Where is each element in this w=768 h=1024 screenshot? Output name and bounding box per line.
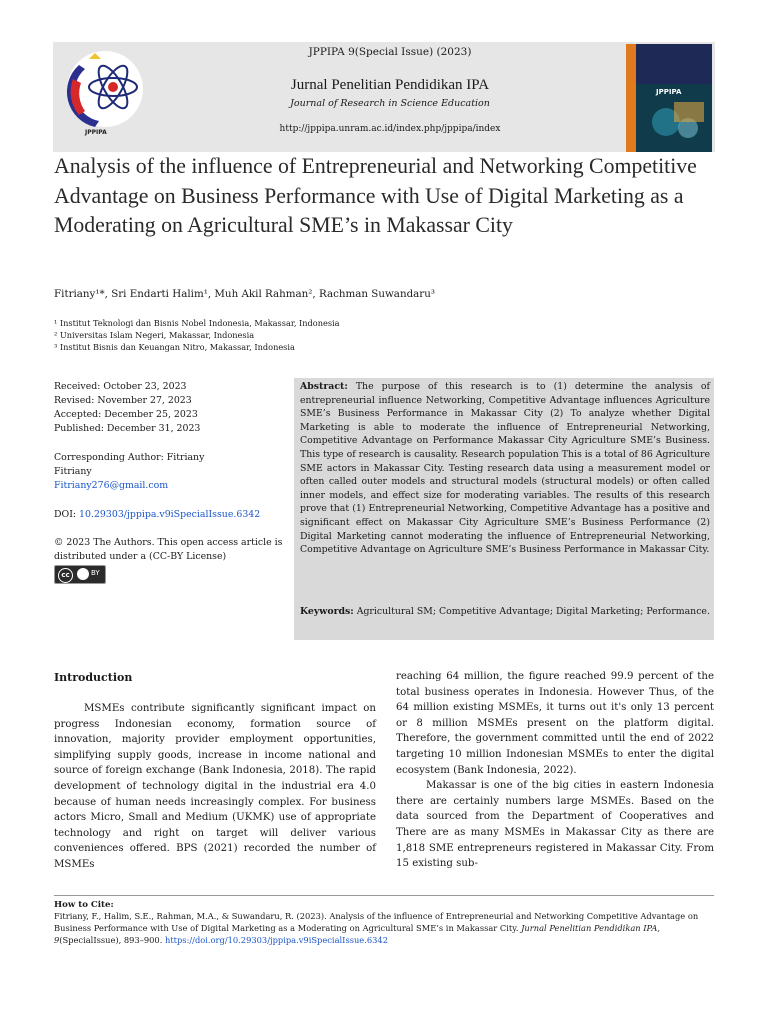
intro-paragraph-1: MSMEs contribute significantly significant impact on progress Indonesian economy, formation source of innovation, majority provider employment opportunities, simplifying supply goods, increase in income national and source of foreign exchange (Bank Indonesia, 2018). The rapid development of technology digital in the industrial era 4.0 because of human needs increasingly complex. For business actors Micro, Small and Medium (UKMK) use of appropriate technology and right on target will deliver various conveniences offered. BPS (2021) recorded the number of MSMEs (54, 703, 376, 870)
keywords-body: Agricultural SM; Competitive Advantage; Digital Marketing; Performance. (353, 606, 710, 617)
citation-journal: Jurnal Penelitian Pendidikan IPA, 9 (54, 922, 660, 945)
by-label: BY (91, 569, 100, 577)
affiliation-3: ³ Institut Bisnis dan Keuangan Nitro, Makassar, Indonesia (54, 342, 295, 352)
intro-paragraph-3: Makassar is one of the big cities in eastern Indonesia there are certainly numbers large MSMEs. Based on the data sourced from the Department of Cooperatives and There are as many MSMEs in Makassar City as there are 1,818 SME entrepreneurs registered in Makassar City. From 15 existing sub- (396, 780, 714, 870)
date-received: Received: October 23, 2023 (54, 381, 187, 392)
section-heading-introduction: Introduction (54, 671, 133, 684)
abstract (300, 380, 710, 557)
abstract-label: Abstract: (300, 381, 348, 392)
cc-by-badge[interactable] (54, 565, 106, 584)
date-revised: Revised: November 27, 2023 (54, 395, 192, 406)
license-text: © 2023 The Authors. This open access article is distributed under a (CC-BY License) (54, 537, 283, 562)
journal-subtitle: Journal of Research in Science Education (290, 98, 490, 109)
date-accepted: Accepted: December 25, 2023 (54, 409, 198, 420)
body-column-left (54, 701, 376, 873)
corresponding-author-email[interactable]: Fitriany276@gmail.com (54, 480, 169, 491)
affiliation-1: ¹ Institut Teknologi dan Bisnis Nobel Indonesia, Makassar, Indonesia (54, 318, 340, 328)
keywords-label: Keywords: (300, 606, 354, 617)
doi-line (54, 508, 289, 522)
affiliation-2: ² Universitas Islam Negeri, Makassar, Indonesia (54, 330, 255, 340)
intro-paragraph-2: reaching 64 million, the figure reached 99.9 percent of the total business operates in Indonesia. However Thus, of the 64 million existing MSMEs, it turns out it's only 13 percent or 8 million MSMEs present on the platform digital. Therefore, the government committed until the end of 2022 targeting 10 million Indonesian MSMEs to enter the digital ecosystem (Bank Indonesia, 2022). (396, 671, 714, 776)
paper-title: Analysis of the influence of Entrepreneurial and Networking Competitive Advantage on Business Performance with Use of Digital Marketing as a Moderating on Agricultural SME’s in Makassar City (54, 154, 697, 237)
logo-caption: JPPIPA (85, 129, 107, 136)
body-column-right (396, 669, 714, 872)
keywords (300, 604, 710, 620)
citation-issue-pages: (SpecialIssue), 893–900. (59, 934, 165, 945)
citation-body: Fitriany, F., Halim, S.E., Rahman, M.A., & Suwandaru, R. (2023). Analysis of the influence of Entrepreneurial and Networking Competitive Advantage on Business Performance with Use of Digital Marketing as a Moderating on Agricultural SME’s in Makassar City. (54, 911, 699, 933)
abstract-body: The purpose of this research is to (1) determine the analysis of entrepreneurial influence Networking, Competitive Advantage influences Agriculture SME’s Business Performance in Makassar City (2) To analyze whether Digital Marketing is able to moderate the influence of Entrepreneurial Networking, Competitive Advantage on Performance Makassar City Agriculture SME’s Business. This type of research is causality. Research population This is a total of 86 Agriculture SME actors in Makassar City. Testing research data using a measurement model or often called outer models and structural models (structural models) or often called inner models, and effect size for moderating variables. The results of this research prove that (1) Entrepreneurial Networking, Competitive Advantage has a positive and significant effect on Makassar City Agriculture SME’s Business Performance (2) Digital Marketing cannot moderating the influence of Entrepreneurial Networking, Competitive Advantage on Agriculture SME’s Business Performance in Makassar City. (300, 381, 710, 556)
journal-issue: JPPIPA 9(Special Issue) (2023) (308, 46, 472, 58)
journal-logo (55, 45, 155, 143)
footer-divider (54, 895, 714, 896)
doi-link[interactable]: 10.29303/jppipa.v9iSpecialIssue.6342 (79, 509, 261, 520)
corresponding-author-label: Corresponding Author: Fitriany (54, 452, 205, 463)
cc-icon: cc (58, 568, 73, 583)
how-to-cite (54, 911, 719, 946)
journal-url[interactable]: http://jppipa.unram.ac.id/index.php/jppipa/index (279, 124, 501, 134)
journal-cover-image (626, 44, 712, 152)
journal-title: Jurnal Penelitian Pendidikan IPA (290, 77, 490, 93)
by-icon (77, 568, 89, 580)
cover-label: JPPIPA (656, 88, 682, 96)
citation-doi-link[interactable]: https://doi.org/10.29303/jppipa.v9iSpecialIssue.6342 (164, 934, 388, 945)
author-list: Fitriany¹*, Sri Endarti Halim¹, Muh Akil Rahman², Rachman Suwandaru³ (54, 288, 435, 300)
date-published: Published: December 31, 2023 (54, 423, 201, 434)
how-to-cite-label: How to Cite: (54, 900, 114, 910)
doi-label: DOI: (54, 509, 80, 520)
corresponding-author-name: Fitriany (54, 466, 92, 477)
